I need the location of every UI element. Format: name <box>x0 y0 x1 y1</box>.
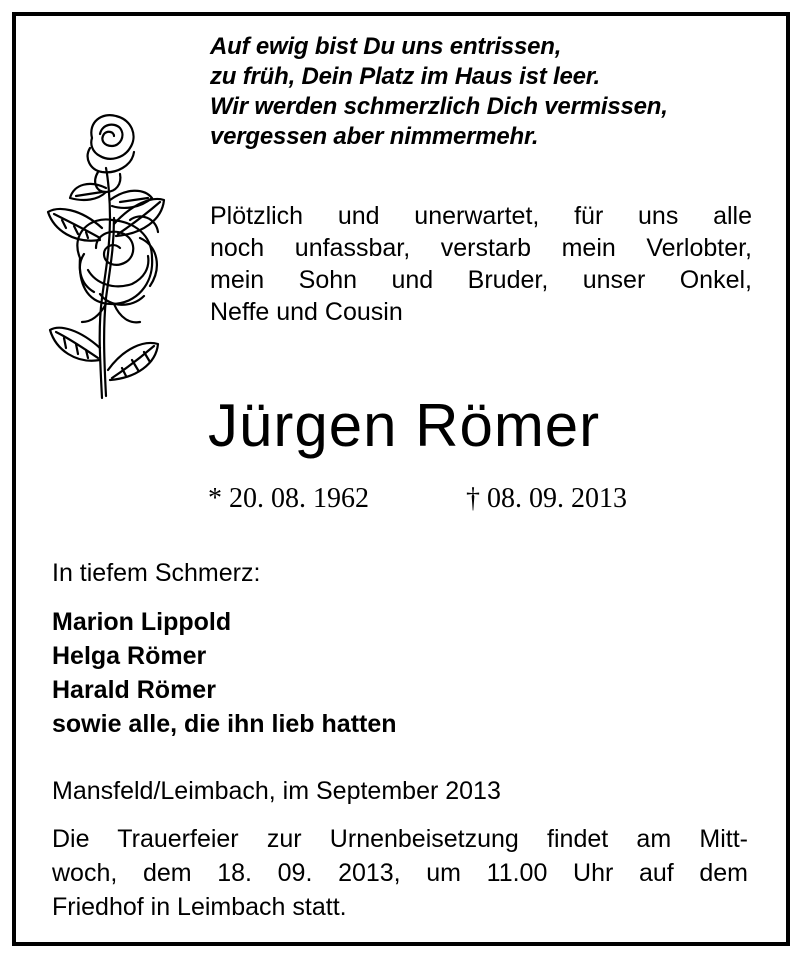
intro-line: Neffe und Cousin <box>210 298 403 326</box>
mourner-name: Helga Römer <box>52 642 207 670</box>
poem-line: vergessen aber nimmermehr. <box>210 123 539 150</box>
poem-line: zu früh, Dein Platz im Haus ist leer. <box>210 63 601 90</box>
funeral-line: woch, dem 18. 09. 2013, um 11.00 Uhr auf dem <box>52 859 748 887</box>
mourner-name: sowie alle, die ihn lieb hatten <box>52 710 397 738</box>
poem-verse <box>210 32 770 152</box>
poem-line: Wir werden schmerzlich Dich vermissen, <box>210 93 668 120</box>
poem-line: Auf ewig bist Du uns entrissen, <box>210 33 562 60</box>
intro-text <box>210 200 752 328</box>
mourner-name: Marion Lippold <box>52 608 232 636</box>
rose-icon <box>40 108 190 408</box>
funeral-notice <box>52 822 748 924</box>
death-date: † 08. 09. 2013 <box>466 483 627 514</box>
intro-line: Plötzlich und unerwartet, für uns alle <box>210 202 752 230</box>
intro-line: noch unfassbar, verstarb mein Verlobter, <box>210 234 752 262</box>
mourner-name: Harald Römer <box>52 676 216 704</box>
funeral-line: Friedhof in Leimbach statt. <box>52 893 347 921</box>
funeral-line: Die Trauerfeier zur Urnenbeisetzung findet am Mitt- <box>52 825 748 853</box>
place-and-date: Mansfeld/Leimbach, im September 2013 <box>52 777 501 805</box>
birth-date: * 20. 08. 1962 <box>208 483 369 514</box>
mourners-list <box>52 605 397 741</box>
deceased-name: Jürgen Römer <box>208 392 601 459</box>
mourning-label: In tiefem Schmerz: <box>52 559 261 587</box>
intro-line: mein Sohn und Bruder, unser Onkel, <box>210 266 752 294</box>
